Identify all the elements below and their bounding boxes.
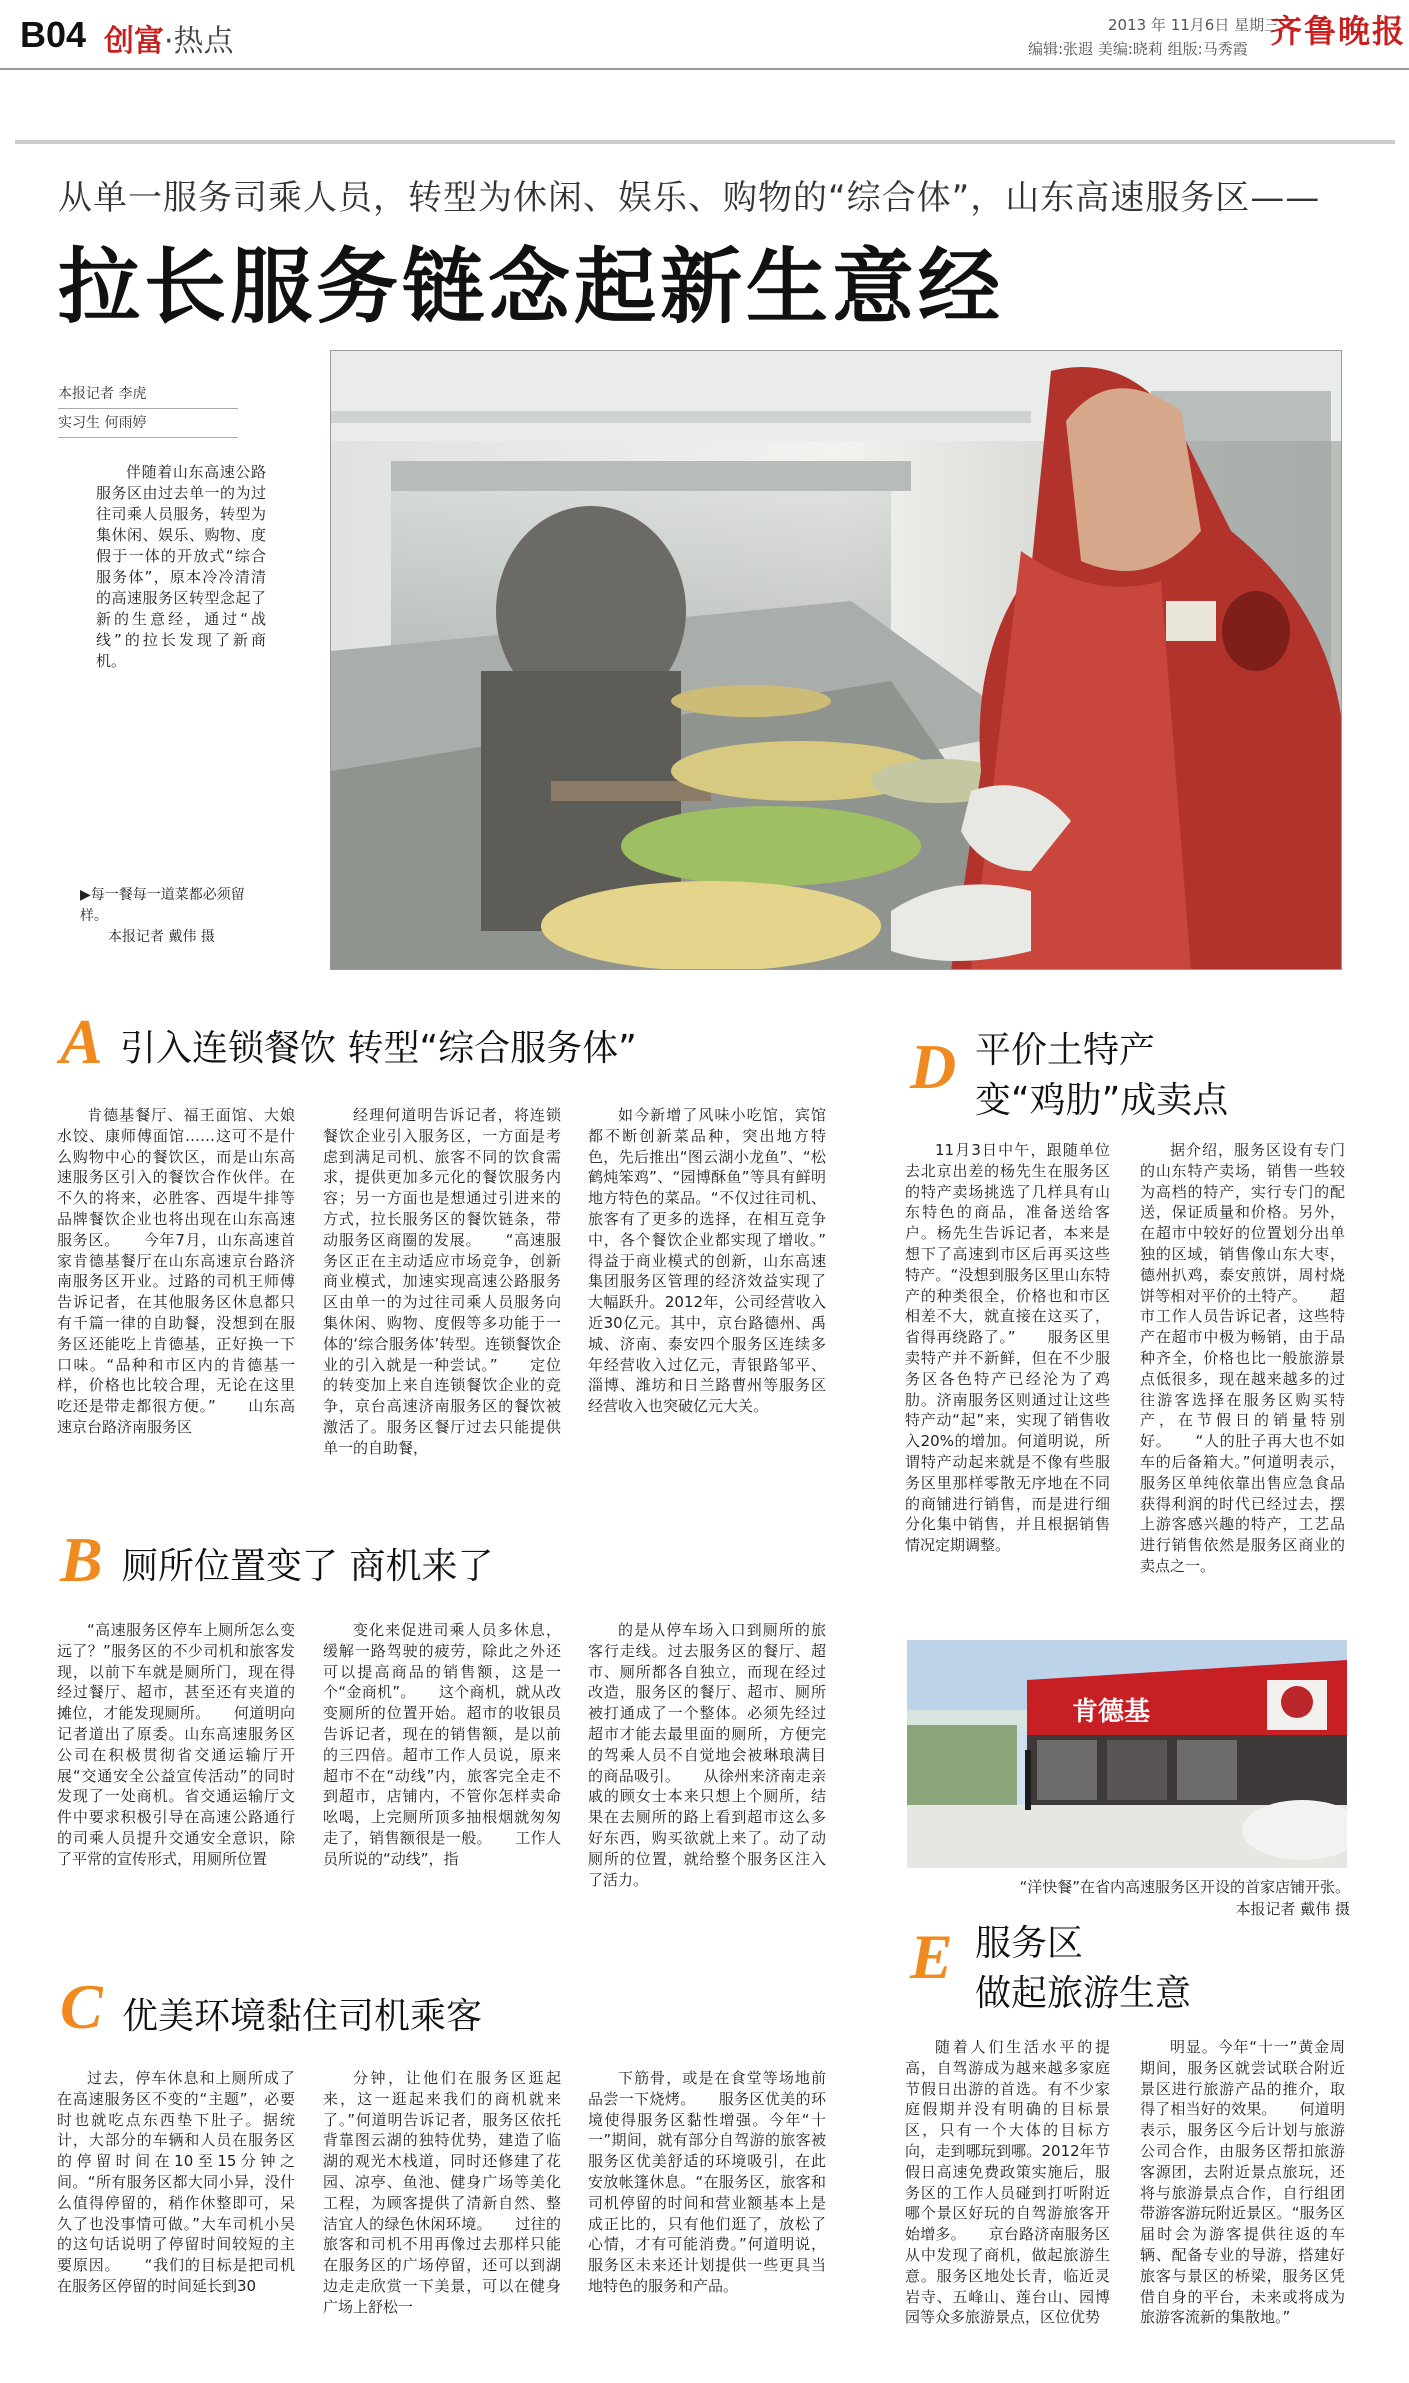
section-d-title-line1: 平价土特产	[975, 1030, 1156, 1071]
section-a-text1: 肯德基餐厅、福王面馆、大娘水饺、康师傅面馆……这可不是什么购物中心的餐饮区，而是山东高速服务区引入的餐饮合作伙伴。在不久的将来，必胜客、西堤牛排等品牌餐饮企业也将出现在山东高速服务区。 今年7月，山东高速首家肯德基餐厅在山东高速京台路济南服务区开业。过路的司机王师傅告诉记者，在其他服务区休息都只有千篇一律的自助餐，没想到在服务区还能吃上肯德基，正好换一下口味。“品种和市区内的肯德基一样，价格也比较合理，无论在这里吃还是带走都很方便。” 山东高速京台路济南服务区	[57, 1106, 295, 1436]
section-b-text1: “高速服务区停车上厕所怎么变远了？”服务区的不少司机和旅客发现，以前下车就是厕所门，现在得经过餐厅、超市，甚至还有夹道的摊位，才能发现厕所。 何道明向记者道出了原委。山东高速服务区公司在积极贯彻省交通运输厅开展“交通安全公益宣传活动”的同时发现了一处商机。省交通运输厅文件中要求积极引导在高速公路通行的司乘人员提升交通安全意识，除了平常的宣传形式，用厕所位置	[57, 1621, 295, 1868]
section-a-col1	[57, 1105, 295, 1438]
newspaper-logo: 齐鲁晚报	[1270, 12, 1407, 50]
divider	[15, 140, 1395, 144]
section-a-text2: 经理何道明告诉记者，将连锁餐饮企业引入服务区，一方面是考虑到满足司机、旅客不同的饮食需求，提供更加多元化的餐饮服务内容；另一方面也是想通过引进来的方式，拉长服务区的餐饮链条，带动服务区商圈的发展。 “高速服务区正在主动适应市场竞争，创新商业模式，加速实现高速公路服务区由单一的为过往司乘人员服务向集休闲、购物、度假等多功能于一体的‘综合服务体’转型。连锁餐饮企业的引入就是一种尝试。” 定位的转变加上来自连锁餐饮企业的竞争，京台高速济南服务区的餐饮被激活了。服务区餐厅过去只能提供单一的自助餐，	[323, 1106, 561, 1457]
section-c-col3	[588, 2068, 826, 2297]
section-c-col1	[57, 2068, 295, 2297]
photo2-caption	[970, 1876, 1350, 1920]
section-e-text1: 随着人们生活水平的提高，自驾游成为越来越多家庭节假日出游的首选。有不少家庭假期并没有明确的目标景区，只有一个大体的目标方向，走到哪玩到哪。2012年节假日高速免费政策实施后，服务区的工作人员碰到打听附近哪个景区好玩的自驾游旅客开始增多。 京台路济南服务区从中发现了商机，做起旅游生意。服务区地处长青，临近灵岩寺、五峰山、莲台山、园博园等众多旅游景点，区位优势	[905, 2038, 1110, 2327]
lead-paragraph	[96, 462, 266, 672]
lead-text: 伴随着山东高速公路服务区由过去单一的为过往司乘人员服务，转型为集休闲、娱乐、购物、度假于一体的开放式“综合服务体”，原本冷冷清清的高速服务区转型念起了新的生意经，通过“战线”的拉长发现了新商机。	[96, 463, 266, 670]
section-b-letter: B	[60, 1524, 103, 1595]
section-d-text1: 11月3日中午，跟随单位去北京出差的杨先生在服务区的特产卖场挑选了几样具有山东特色的商品，准备送给客户。杨先生告诉记者，本来是想下了高速到市区后再买这些特产。“没想到服务区里山东特产的种类很全，价格也和市区相差不大，就直接在这买了，省得再绕路了。” 服务区里卖特产并不新鲜，但在不少服务区各色特产已经沦为了鸡肋。济南服务区则通过让这些特产动“起”来，实现了销售收入20%的增加。何道明说，所谓特产动起来就是不像有些服务区里那样零散无序地在不同的商铺进行销售，而是进行细分化集中销售，并且根据销售情况定期调整。	[905, 1141, 1110, 1555]
section-c-letter: C	[60, 1971, 103, 2042]
section-d-title-line2: 变“鸡肋”成卖点	[975, 1080, 1229, 1121]
section-b-col2	[323, 1620, 561, 1870]
page-number: B04	[20, 14, 87, 55]
section-b-text2: 变化来促进司乘人员多休息，缓解一路驾驶的疲劳，除此之外还可以提高商品的销售额，这是一个“金商机”。 这个商机，就从改变厕所的位置开始。超市的收银员告诉记者，现在的销售额，是以前的三四倍。超市工作人员说，原来超市不在“动线”内，旅客完全走不到超市，店铺内，不管你怎样卖命吆喝，上完厕所顶多抽根烟就匆匆走了，销售额很是一般。 工作人员所说的“动线”，指	[323, 1621, 561, 1868]
section-d-col2	[1140, 1140, 1345, 1577]
section-e-title-line2: 做起旅游生意	[975, 1973, 1192, 2014]
section-e-title-line1: 服务区	[975, 1923, 1084, 1964]
photo2-credit: 本报记者 戴伟 摄	[1235, 1900, 1350, 1918]
section-b-title: 厕所位置变了 商机来了	[122, 1546, 494, 1587]
photo-credit: 本报记者 戴伟 摄	[108, 929, 215, 945]
issue-date: 2013 年 11月6日 星期三	[1108, 16, 1280, 34]
headline: 拉长服务链念起新生意经	[58, 240, 1005, 335]
section-c-title: 优美环境黏住司机乘客	[122, 1996, 483, 2037]
section-e-text2: 明显。今年“十一”黄金周期间，服务区就尝试联合附近景区进行旅游产品的推介，取得了相当好的效果。 何道明表示，服务区今后计划与旅游公司合作，由服务区帮扣旅游客源团，去附近景点旅玩，还将与旅游景点合作，自行组团带游客游玩附近景区。“服务区届时会为游客提供往返的车辆、配备专业的导游，搭建好旅客与景区的桥梁，服务区凭借自身的平台，未来或将成为旅游客流新的集散地。”	[1140, 2038, 1345, 2327]
subsection-name: ·热点	[164, 24, 234, 59]
section-e-letter: E	[910, 1921, 953, 1992]
section-b-text3: 的是从停车场入口到厕所的旅客行走线。过去服务区的餐厅、超市、厕所都各自独立，而现在经过改造，服务区的餐厅、超市、厕所被打通成了一个整体。必须先经过超市才能去最里面的厕所，方便完的驾乘人员不自觉地会被琳琅满目的商品吸引。 从徐州来济南走亲戚的顾女士本来只想上个厕所，结果在去厕所的路上看到超市这么多好东西，购买欲就上来了。动了动厕所的位置，就给整个服务区注入了活力。	[588, 1621, 826, 1889]
section-d-text2: 据介绍，服务区设有专门的山东特产卖场，销售一些较为高档的特产，实行专门的配送，保证质量和价格。另外，在超市中较好的位置划分出单独的区域，销售像山东大枣，德州扒鸡，泰安煎饼，周村烧饼等相对平价的土特产。 超市工作人员告诉记者，这些特产在超市中极为畅销，由于品种齐全，价格也比一般旅游景点低很多，现在越来越多的过往游客选择在服务区购买特产，在节假日的销量特别好。 “人的肚子再大也不如车的后备箱大。”何道明表示，服务区单纯依靠出售应急食品获得利润的时代已经过去，摆上游客感兴趣的特产，工艺品进行销售依然是服务区商业的卖点之一。	[1140, 1141, 1345, 1575]
section-c-text3: 下筋骨，或是在食堂等场地前品尝一下烧烤。 服务区优美的环境使得服务区黏性增强。今年“十一”期间，就有部分自驾游的旅客被服务区优美舒适的环境吸引，在此安放帐篷休息。“在服务区，旅客和司机停留的时间和营业额基本上是成正比的，只有他们逛了，放松了心情，才有可能消费。”何道明说，服务区未来还计划提供一些更具当地特色的服务和产品。	[588, 2069, 826, 2295]
photo-caption-text: ▶每一餐每一道菜都必须留样。	[80, 887, 245, 924]
section-e-col2	[1140, 2037, 1345, 2328]
restaurant-photo	[907, 1640, 1347, 1868]
section-label	[104, 16, 234, 60]
section-a-col3	[588, 1105, 857, 1417]
section-b-col1	[57, 1620, 295, 1870]
section-a-title: 引入连锁餐饮 转型“综合服务体”	[120, 1028, 637, 1069]
intern: 实习生 何雨婷	[58, 409, 238, 438]
section-c-col2	[323, 2068, 561, 2318]
editors-line: 编辑:张遐 美编:晓莉 组版:马秀霞	[1028, 40, 1248, 58]
section-a-letter: A	[60, 1006, 103, 1077]
section-a-text3: 如今新增了风味小吃馆，宾馆都不断创新菜品种，突出地方特色，先后推出“图云湖小龙鱼”、“松鹤炖笨鸡”、“园博酥鱼”等具有鲜明地方特色的菜品。“不仅过往司机、旅客有了更多的选择，在相互竞争中，各个餐饮企业都实现了增收。” 得益于商业模式的创新，山东高速集团服务区管理的经济效益实现了大幅跃升。2012年，公司经营收入近30亿元。其中，京台路德州、禹城、济南、泰安四个服务区连续多年经营收入过亿元，青银路邹平、淄博、潍坊和日兰路曹州等服务区经营收入也突破亿元大关。	[588, 1106, 857, 1416]
section-e-col1	[905, 2037, 1110, 2328]
masthead	[0, 0, 1409, 70]
section-d-letter: D	[910, 1031, 957, 1102]
section-name: 创富	[104, 24, 164, 59]
section-c-text2: 分钟，让他们在服务区逛起来，这一逛起来我们的商机就来了。”何道明告诉记者，服务区依托背靠图云湖的独特优势，建造了临湖的观光木栈道，同时还修建了花园、凉亭、鱼池、健身广场等美化工程，为顾客提供了清新自然、整洁宜人的绿色休闲环境。 过往的旅客和司机不用再像过去那样只能在服务区的广场停留，还可以到湖边走走欣赏一下美景，可以在健身广场上舒松一	[323, 2069, 561, 2316]
section-b-col3	[588, 1620, 826, 1890]
section-a-col2	[323, 1105, 561, 1459]
reporter: 本报记者 李虎	[58, 380, 238, 409]
photo-caption	[80, 885, 270, 948]
cafeteria-photo	[330, 350, 1342, 970]
photo2-caption-text: “洋快餐”在省内高速服务区开设的首家店铺开张。	[1019, 1878, 1350, 1896]
section-d-col1	[905, 1140, 1110, 1556]
kfc-sign: 肯德基	[1072, 1697, 1151, 1727]
kicker: 从单一服务司乘人员，转型为休闲、娱乐、购物的“综合体”，山东高速服务区——	[58, 178, 1321, 218]
section-c-text1: 过去，停车休息和上厕所成了在高速服务区不变的“主题”，必要时也就吃点东西垫下肚子。据统计，大部分的车辆和人员在服务区的停留时间在10至15分钟之间。“所有服务区都大同小异，没什么值得停留的，稍作休整即可，呆久了也没事情可做。”大车司机小吴的这句话说明了停留时间较短的主要原因。 “我们的目标是把司机在服务区停留的时间延长到30	[57, 2069, 295, 2295]
byline	[58, 380, 238, 438]
